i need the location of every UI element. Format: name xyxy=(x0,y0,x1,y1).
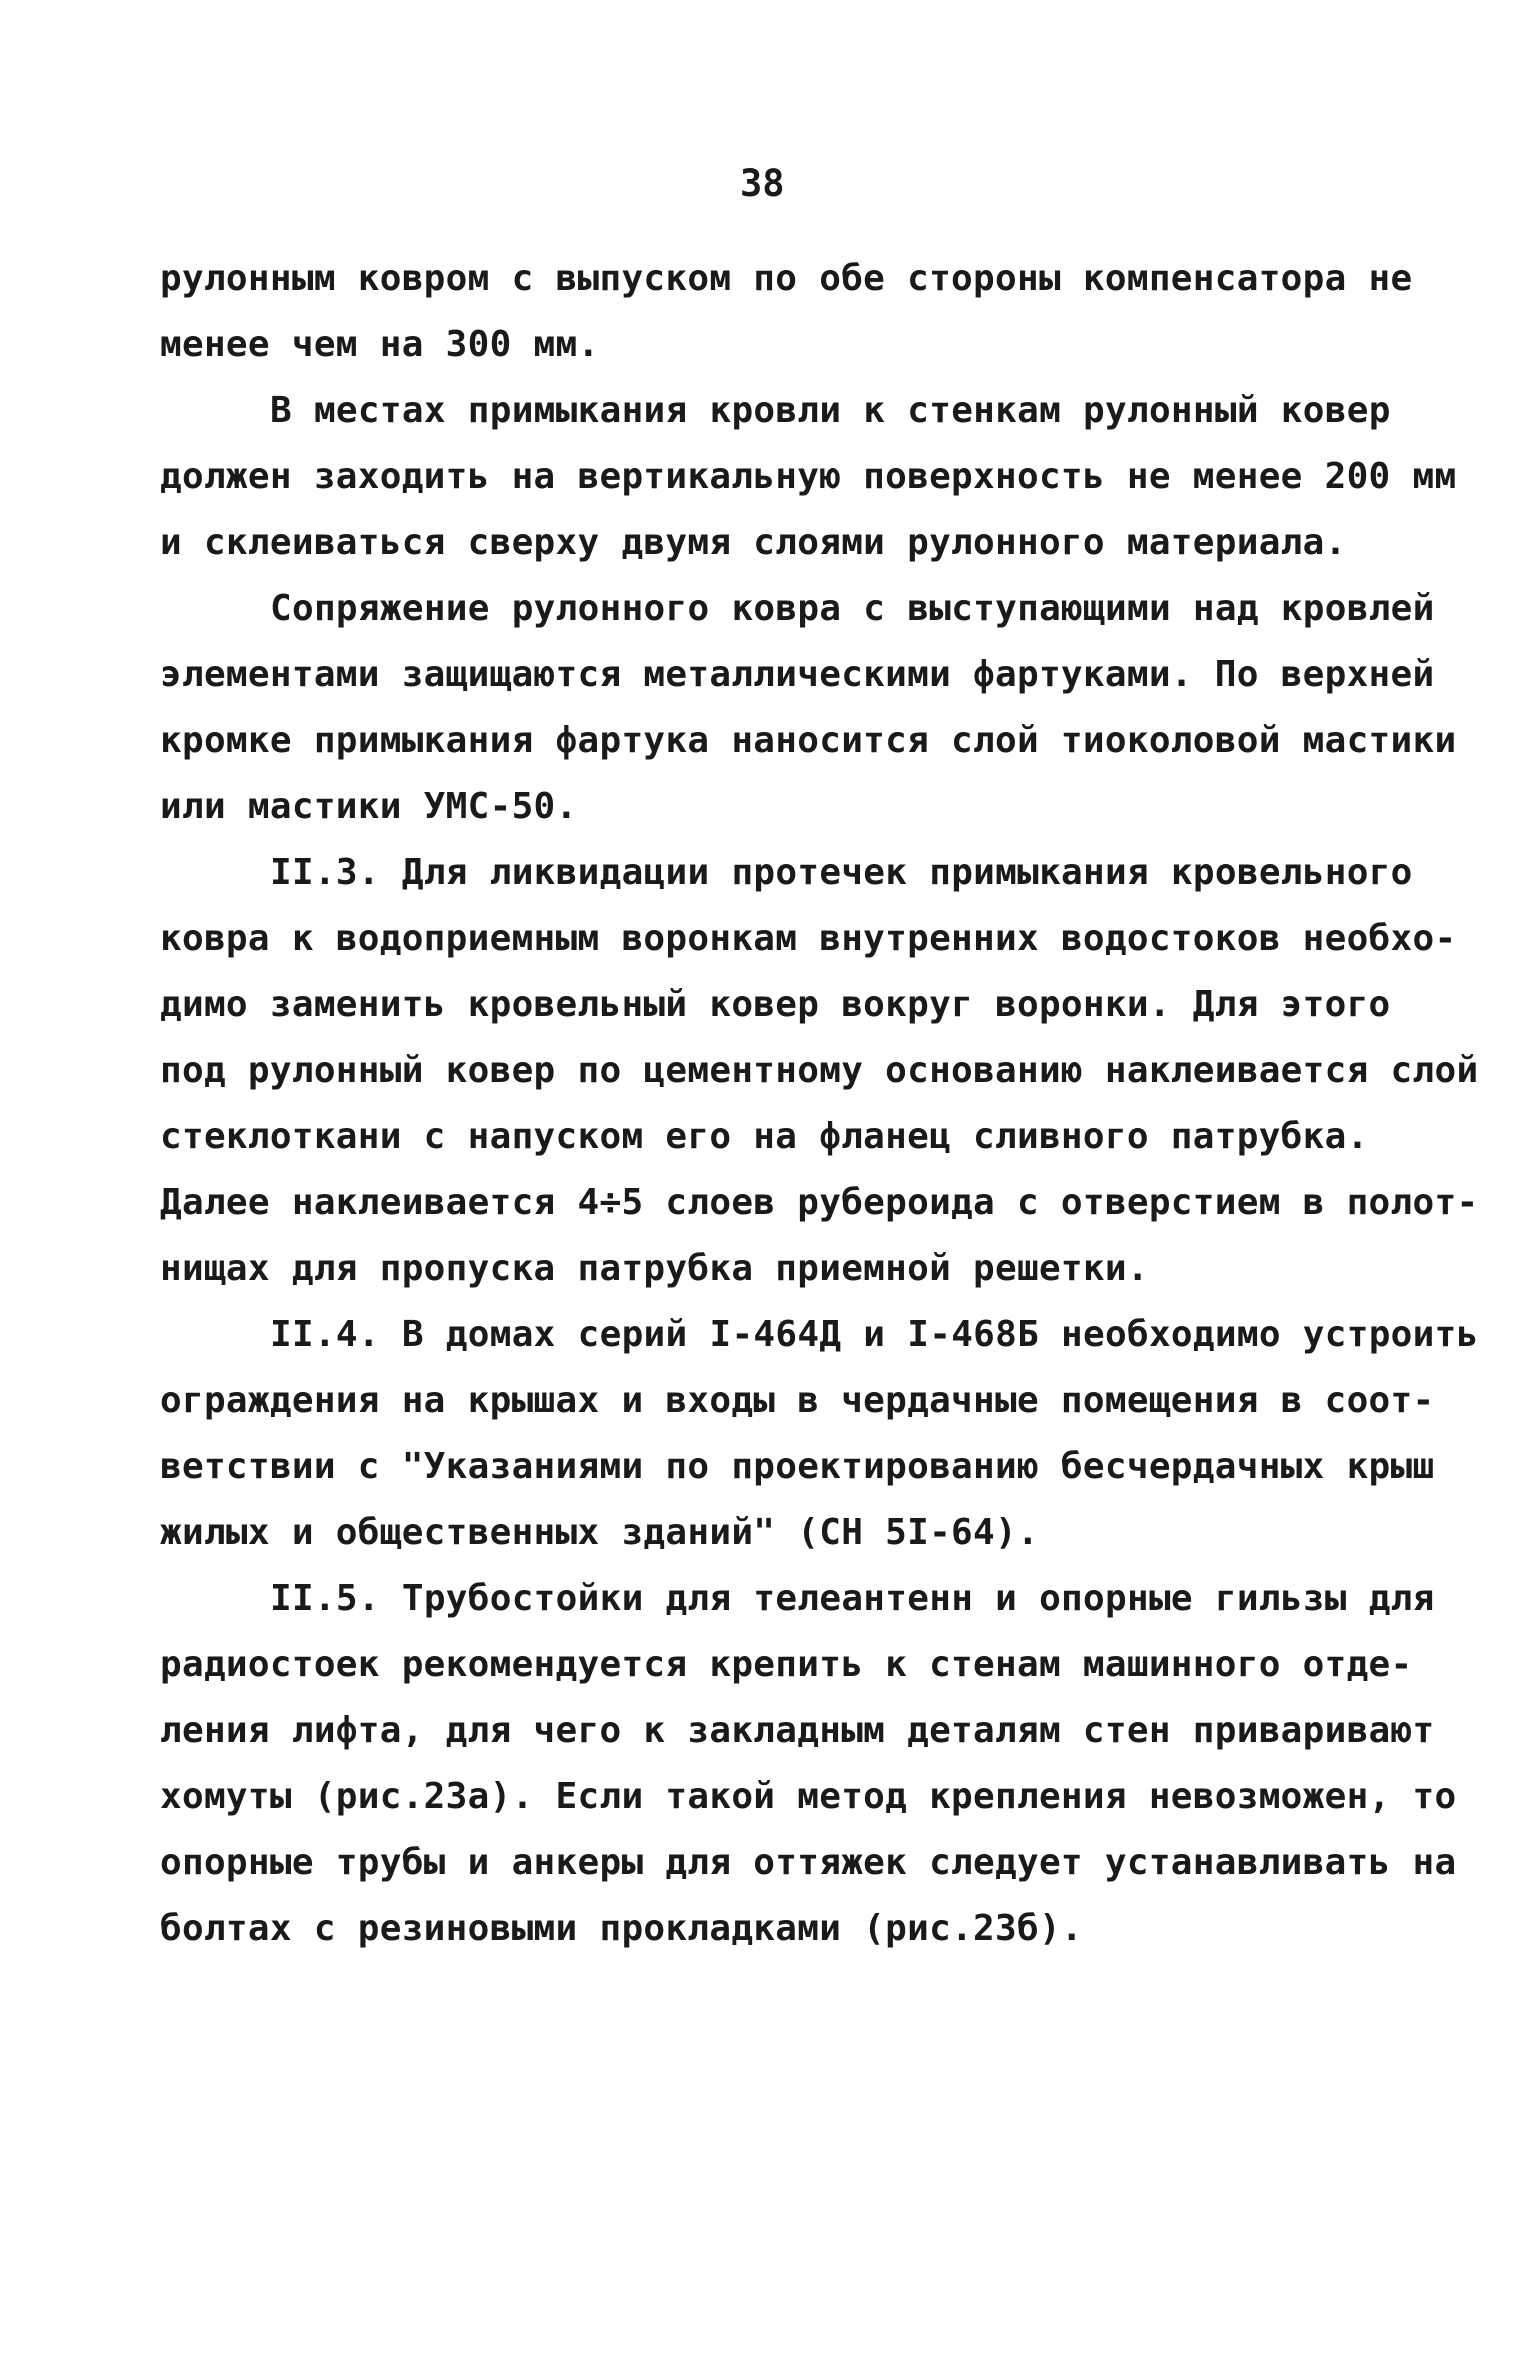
text-line: стеклоткани с напуском его на фланец сливного патрубка. xyxy=(160,1116,1369,1157)
page-number: 38 xyxy=(740,162,785,205)
text-line: элементами защищаются металлическими фартуками. По верхней xyxy=(160,654,1435,695)
paragraph-start-line: Сопряжение рулонного ковра с выступающими над кровлей xyxy=(270,588,1435,629)
text-line: под рулонный ковер по цементному основанию наклеивается слой xyxy=(160,1050,1479,1091)
text-line: менее чем на 300 мм. xyxy=(160,324,600,365)
text-line: ковра к водоприемным воронкам внутренних водостоков необхо- xyxy=(160,918,1457,959)
text-line: и склеиваться сверху двумя слоями рулонного материала. xyxy=(160,522,1347,563)
text-line: радиостоек рекомендуется крепить к стенам машинного отде- xyxy=(160,1644,1413,1685)
text-line: ветствии с "Указаниями по проектированию бесчердачных крыш xyxy=(160,1446,1435,1487)
text-line: жилых и общественных зданий" (СН 5I-64). xyxy=(160,1512,1039,1553)
text-line: болтах с резиновыми прокладками (рис.23б). xyxy=(160,1908,1083,1949)
section-11-3-line: II.3. Для ликвидации протечек примыкания кровельного xyxy=(270,852,1413,893)
text-line: Далее наклеивается 4÷5 слоев рубероида с отверстием в полот- xyxy=(160,1182,1479,1223)
section-11-5-line: II.5. Трубостойки для телеантенн и опорные гильзы для xyxy=(270,1578,1435,1619)
text-line: хомуты (рис.23а). Если такой метод крепления невозможен, то xyxy=(160,1776,1457,1817)
body-text xyxy=(160,246,1479,1962)
text-line: кромке примыкания фартука наносится слой тиоколовой мастики xyxy=(160,720,1457,761)
text-line: димо заменить кровельный ковер вокруг воронки. Для этого xyxy=(160,984,1391,1025)
section-11-4-line: II.4. В домах серий I-464Д и I-468Б необходимо устроить xyxy=(270,1314,1479,1355)
text-line: рулонным ковром с выпуском по обе стороны компенсатора не xyxy=(160,258,1413,299)
text-line: нищах для пропуска патрубка приемной решетки. xyxy=(160,1248,1149,1289)
paragraph-start-line: В местах примыкания кровли к стенкам рулонный ковер xyxy=(270,390,1391,431)
text-line: ограждения на крышах и входы в чердачные помещения в соот- xyxy=(160,1380,1435,1421)
text-line: ления лифта, для чего к закладным деталям стен приваривают xyxy=(160,1710,1435,1751)
text-line: или мастики УМС-50. xyxy=(160,786,578,827)
text-line: опорные трубы и анкеры для оттяжек следует устанавливать на xyxy=(160,1842,1457,1883)
text-line: должен заходить на вертикальную поверхность не менее 200 мм xyxy=(160,456,1457,497)
